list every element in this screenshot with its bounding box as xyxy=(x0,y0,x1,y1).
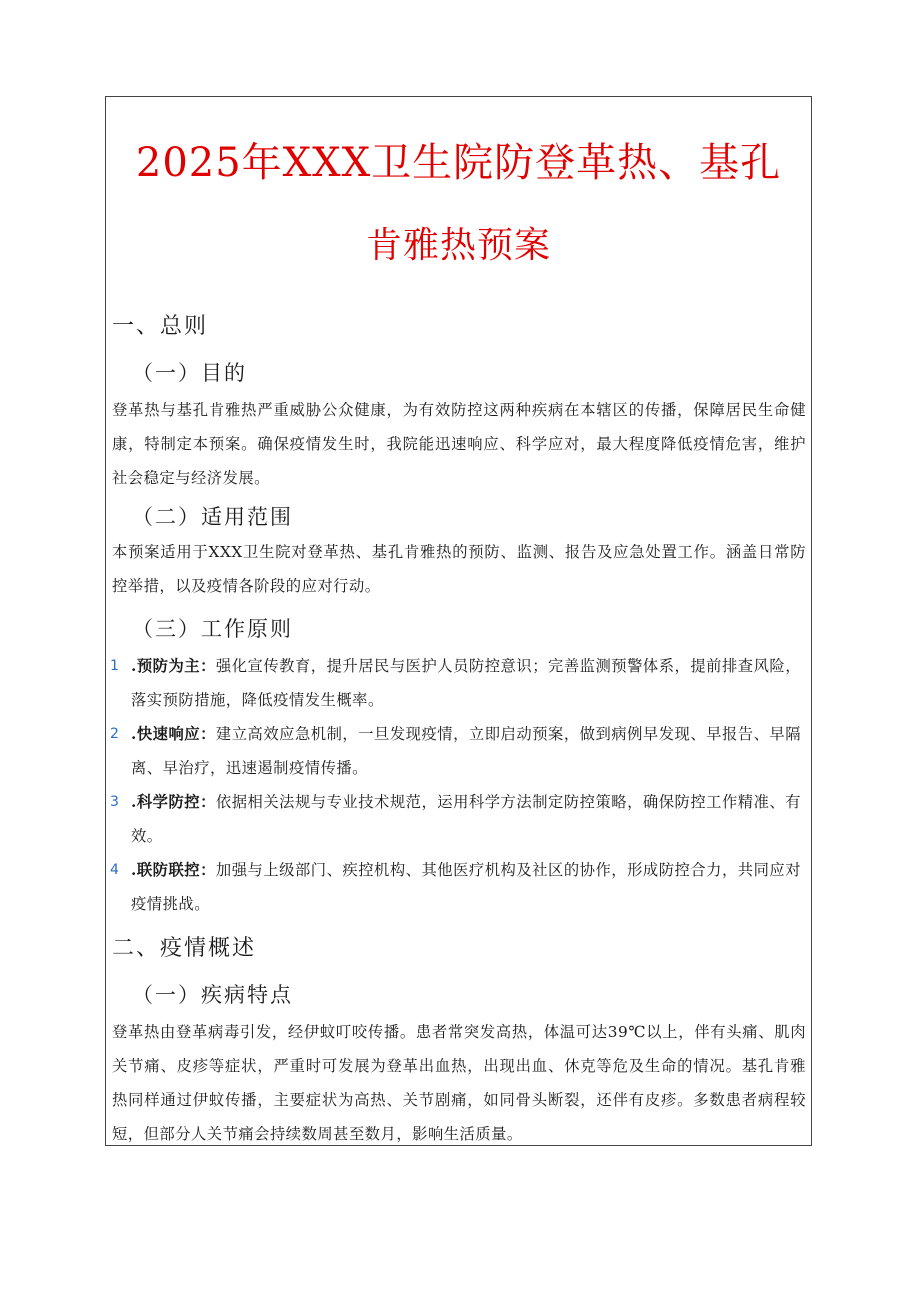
section-heading-general: 一、总则 xyxy=(112,314,209,339)
section-heading-epidemic-overview: 二、疫情概述 xyxy=(112,936,257,961)
item-label: .联防联控： xyxy=(131,861,216,879)
subsection-heading-principles: （三）工作原则 xyxy=(132,617,293,641)
item-number: 1 xyxy=(110,658,120,674)
item-number: 3 xyxy=(110,794,120,810)
item-body xyxy=(131,717,801,785)
item-number: 2 xyxy=(110,726,120,742)
item-label: .快速响应： xyxy=(131,725,216,743)
item-body xyxy=(131,649,801,717)
item-number: 4 xyxy=(110,862,120,878)
paragraph-scope: 本预案适用于XXX卫生院对登革热、基孔肯雅热的预防、监测、报告及应急处置工作。涵盖日常防控举措，以及疫情各阶段的应对行动。 xyxy=(112,543,806,595)
item-text: 依据相关法规与专业技术规范，运用科学方法制定防控策略，确保防控工作精准、有效。 xyxy=(131,793,801,845)
item-label: .科学防控： xyxy=(131,793,216,811)
subsection-heading-scope: （二）适用范围 xyxy=(132,505,293,529)
document-title-line2: 肯雅热预案 xyxy=(365,225,551,266)
item-text: 加强与上级部门、疾控机构、其他医疗机构及社区的协作，形成防控合力，共同应对疫情挑战。 xyxy=(131,861,801,913)
item-text: 强化宣传教育，提升居民与医护人员防控意识；完善监测预警体系，提前排查风险，落实预防措施，降低疫情发生概率。 xyxy=(131,657,801,709)
subsection-heading-purpose: （一）目的 xyxy=(132,361,247,385)
paragraph-disease-features: 登革热由登革病毒引发，经伊蚊叮咬传播。患者常突发高热，体温可达39℃以上，伴有头痛、肌肉关节痛、皮疹等症状，严重时可发展为登革出血热，出现出血、休克等危及生命的情况。基孔肯雅热同样通过伊蚊传播，主要症状为高热、关节剧痛，如同骨头断裂，还伴有皮疹。多数患者病程较短，但部分人关节痛会持续数周甚至数月，影响生活质量。 xyxy=(112,1023,806,1143)
item-body xyxy=(131,785,801,853)
subsection-heading-disease-features: （一）疾病特点 xyxy=(132,983,293,1007)
document-title-line1: 2025年XXX卫生院防登革热、基孔 xyxy=(135,140,782,186)
item-text: 建立高效应急机制，一旦发现疫情，立即启动预案，做到病例早发现、早报告、早隔离、早治疗，迅速遏制疫情传播。 xyxy=(131,725,801,777)
document-frame xyxy=(105,96,812,1146)
item-label: .预防为主： xyxy=(131,657,216,675)
item-body xyxy=(131,853,801,921)
paragraph-purpose: 登革热与基孔肯雅热严重威胁公众健康，为有效防控这两种疾病在本辖区的传播，保障居民生命健康，特制定本预案。确保疫情发生时，我院能迅速响应、科学应对，最大程度降低疫情危害，维护社会稳定与经济发展。 xyxy=(112,401,806,487)
